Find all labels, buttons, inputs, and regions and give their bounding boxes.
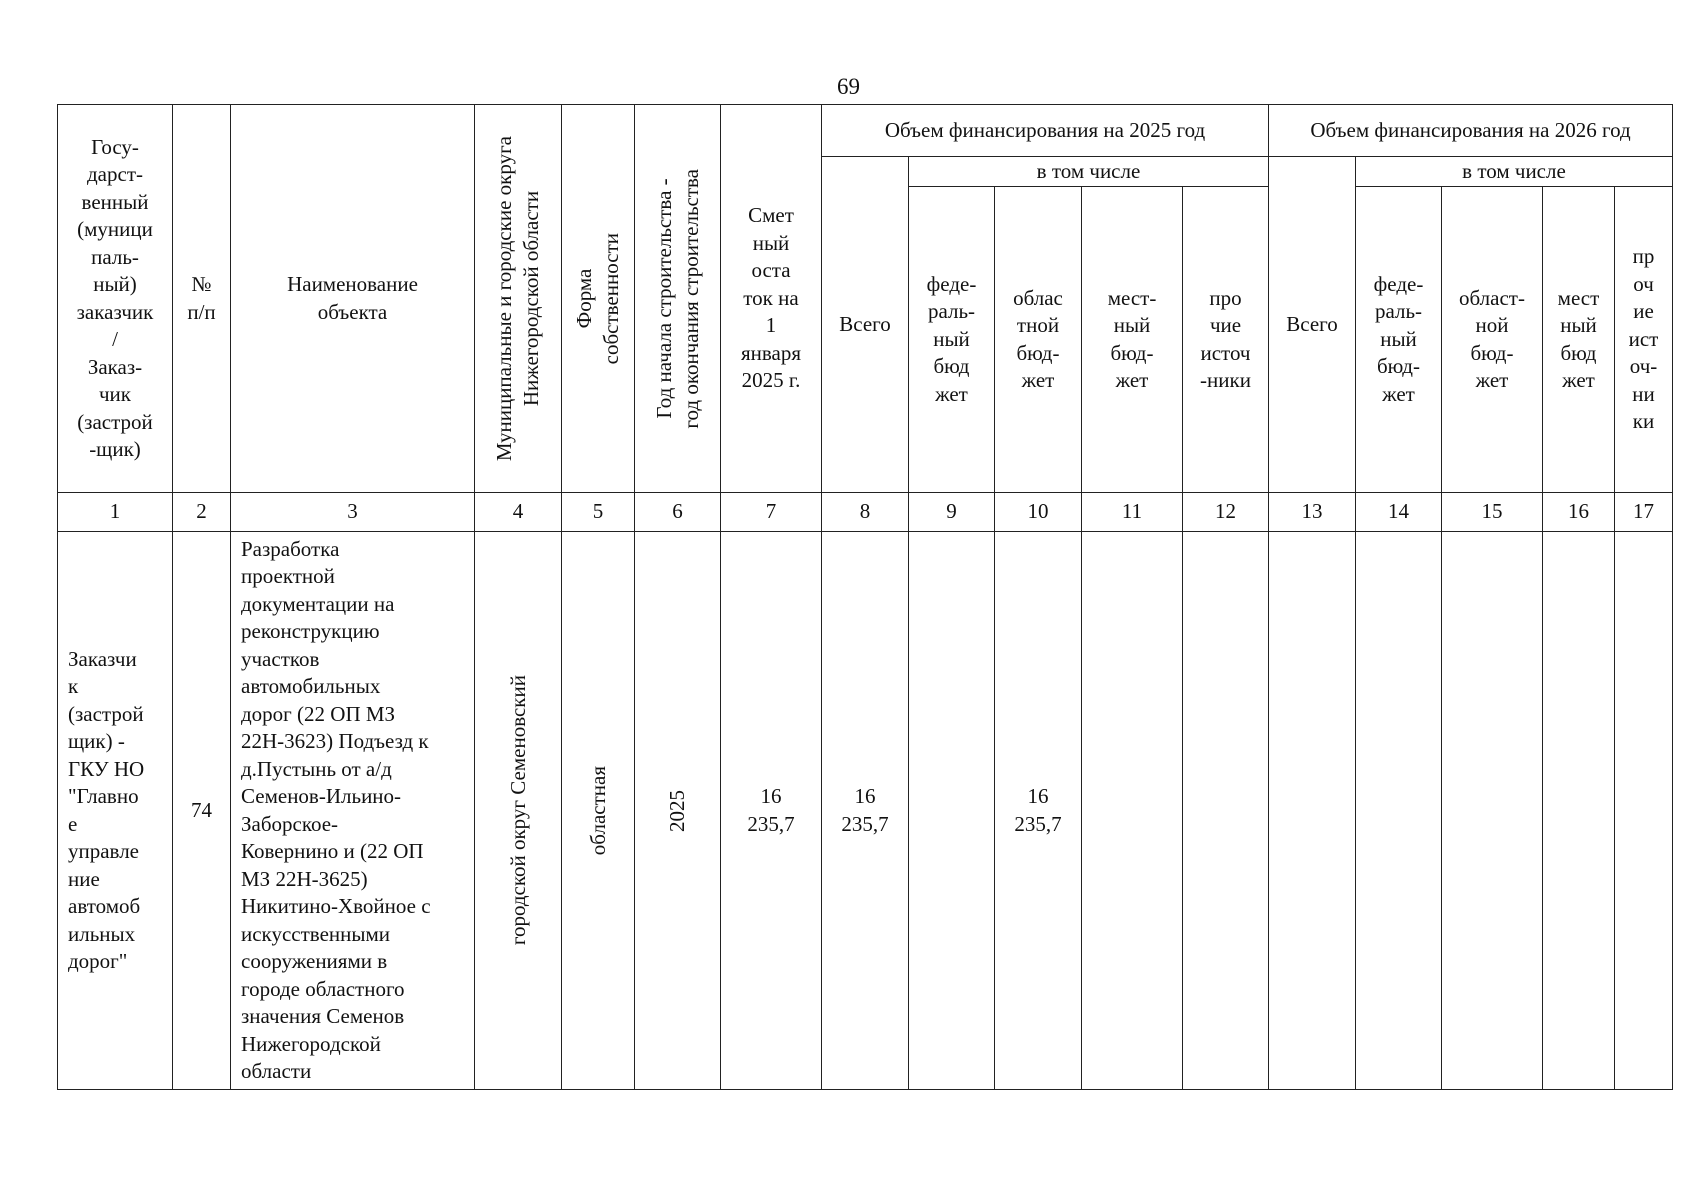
column-number: 17 (1615, 493, 1673, 532)
column-number: 7 (721, 493, 822, 532)
header-local-2026: мест ный бюд жет (1543, 187, 1615, 493)
column-number: 4 (475, 493, 562, 532)
header-construction-years: Год начала строительства - год окончания строительства (635, 105, 721, 493)
column-number: 10 (995, 493, 1082, 532)
header-number: № п/п (173, 105, 231, 493)
financing-table (57, 104, 1673, 1090)
header-federal-2026: феде- раль- ный бюд- жет (1356, 187, 1442, 493)
cell-regional-2026 (1442, 532, 1543, 1090)
column-number: 1 (58, 493, 173, 532)
cell-federal-2025 (909, 532, 995, 1090)
column-number: 6 (635, 493, 721, 532)
header-estimate-remainder: Смет ный оста ток на 1 января 2025 г. (721, 105, 822, 493)
header-total-2025: Всего (822, 157, 909, 493)
cell-number: 74 (173, 532, 231, 1090)
header-financing-2026: Объем финансирования на 2026 год (1269, 105, 1673, 157)
cell-years: 2025 (635, 532, 721, 1090)
column-number: 11 (1082, 493, 1183, 532)
cell-local-2026 (1543, 532, 1615, 1090)
cell-ownership: областная (562, 532, 635, 1090)
cell-customer: Заказчи к (застрой щик) - ГКУ НО "Главно е управле ние автомоб ильных дорог" (58, 532, 173, 1090)
column-number: 8 (822, 493, 909, 532)
header-federal-2025: феде- раль- ный бюд жет (909, 187, 995, 493)
cell-estimate-remainder: 16 235,7 (721, 532, 822, 1090)
header-object-name: Наименование объекта (231, 105, 475, 493)
column-number: 2 (173, 493, 231, 532)
header-total-2026: Всего (1269, 157, 1356, 493)
header-district: Муниципальные и городские округа Нижегородской области (475, 105, 562, 493)
header-regional-2025: облас тной бюд- жет (995, 187, 1082, 493)
header-other-2026: пр оч ие ист оч- ни ки (1615, 187, 1673, 493)
cell-district: городской округ Семеновский (475, 532, 562, 1090)
header-customer: Госу- дарст- венный (муници паль- ный) заказчик / Заказ- чик (застрой -щик) (58, 105, 173, 493)
page-number: 69 (837, 74, 860, 99)
cell-total-2026 (1269, 532, 1356, 1090)
column-number: 13 (1269, 493, 1356, 532)
header-local-2025: мест- ный бюд- жет (1082, 187, 1183, 493)
column-number: 12 (1183, 493, 1269, 532)
header-including-2025: в том числе (909, 157, 1269, 187)
column-number: 5 (562, 493, 635, 532)
cell-federal-2026 (1356, 532, 1442, 1090)
header-regional-2026: област- ной бюд- жет (1442, 187, 1543, 493)
header-including-2026: в том числе (1356, 157, 1673, 187)
column-number: 16 (1543, 493, 1615, 532)
cell-total-2025: 16 235,7 (822, 532, 909, 1090)
header-other-2025: про чие источ -ники (1183, 187, 1269, 493)
cell-regional-2025: 16 235,7 (995, 532, 1082, 1090)
column-number: 14 (1356, 493, 1442, 532)
column-number-row (58, 493, 1673, 532)
cell-other-2026 (1615, 532, 1673, 1090)
cell-local-2025 (1082, 532, 1183, 1090)
column-number: 15 (1442, 493, 1543, 532)
header-financing-2025: Объем финансирования на 2025 год (822, 105, 1269, 157)
header-ownership: Форма собственности (562, 105, 635, 493)
cell-other-2025 (1183, 532, 1269, 1090)
column-number: 9 (909, 493, 995, 532)
cell-object-name: Разработка проектной документации на реконструкцию участков автомобильных дорог (22 ОП МЗ 22Н-3623) Подъезд к д.Пустынь от а/д Семенов-Ильино- Заборское- Ковернино и (22 ОП МЗ 22Н-3625) Никитино-Хвойное с искусственными сооружениями в городе областного значения Семенов Нижегородской области (231, 532, 475, 1090)
table-row (58, 532, 1673, 1090)
column-number: 3 (231, 493, 475, 532)
